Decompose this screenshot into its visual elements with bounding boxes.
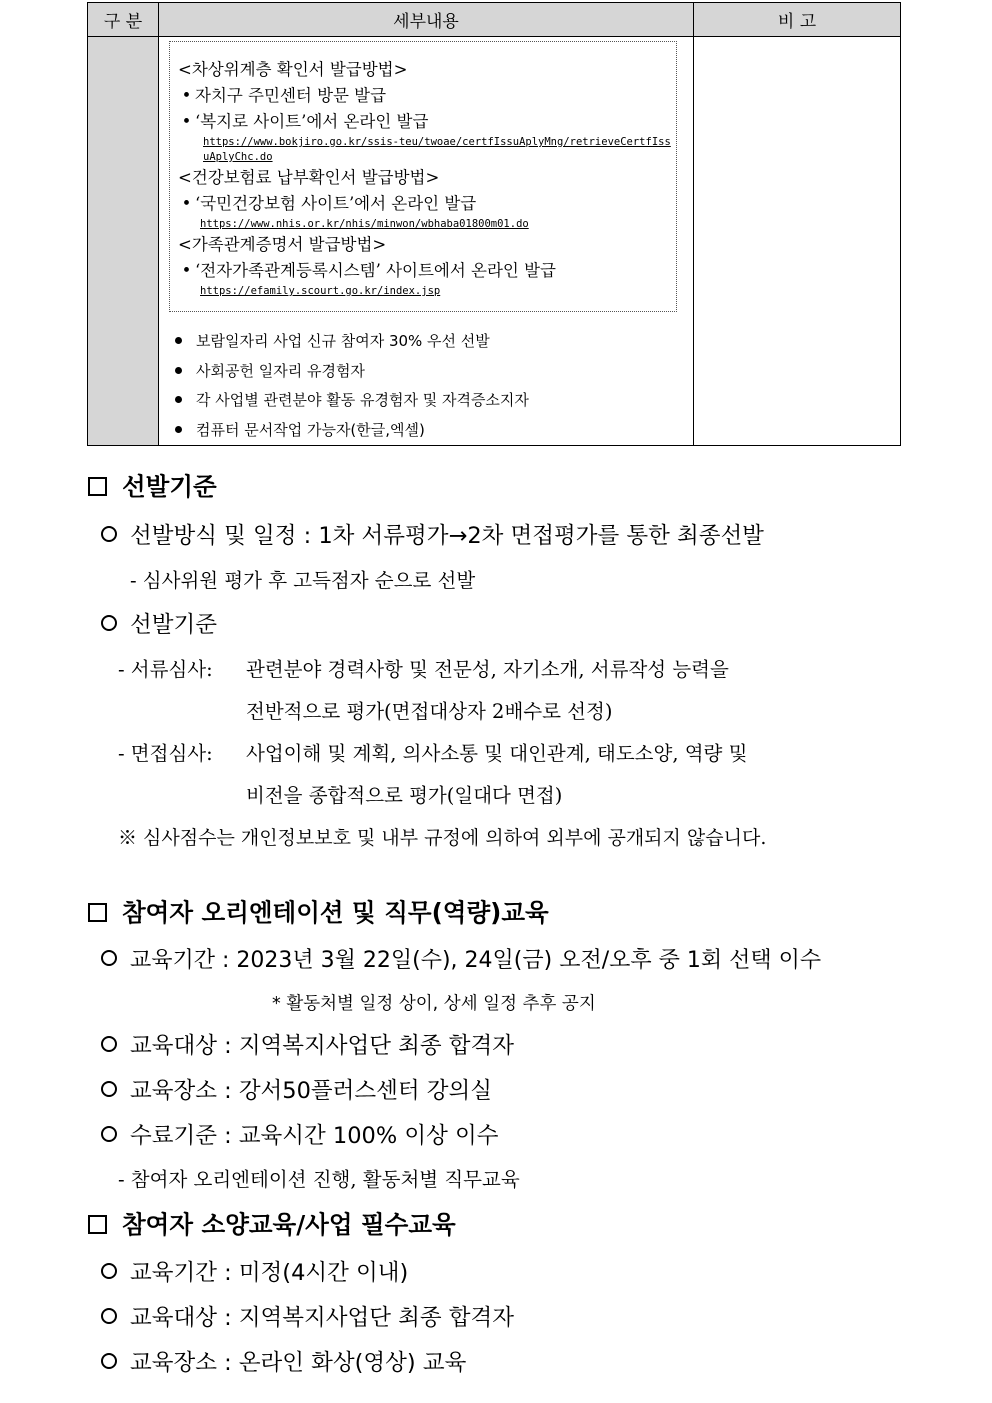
header-remarks: 비 고 (694, 3, 901, 37)
list-item (175, 416, 693, 446)
header-details: 세부내용 (159, 3, 694, 37)
checkbox-square-icon (88, 903, 107, 922)
bullet-dot-icon (175, 367, 182, 374)
box-bullet-text: ‘복지로 사이트’에서 온라인 발급 (195, 112, 429, 131)
table-row (88, 37, 901, 446)
table-header-row (88, 3, 901, 37)
box-bullet (178, 258, 676, 284)
circle-bullet-icon (101, 615, 117, 631)
bokjiro-link[interactable]: https://www.bokjiro.go.kr/ssis-teu/twoae/certfIssuAplyMng/retrieveCertfIssuAplyChc.do (203, 136, 671, 163)
circle-bullet-icon (101, 1126, 117, 1142)
bullet-dot-icon (175, 337, 182, 344)
orientation-target-item: 교육대상 : 지역복지사업단 최종 합격자 (101, 1031, 514, 1061)
circle-bullet-icon (101, 1081, 117, 1097)
selection-criteria-item: 선발기준 (101, 610, 217, 640)
circle-bullet-icon (101, 1263, 117, 1279)
bullet-glyph: • (181, 194, 192, 213)
section-title-orientation: 참여자 오리엔테이션 및 직무(역량)교육 (88, 898, 549, 928)
bullet-dot-icon (175, 396, 182, 403)
box-heading-low-income: <차상위계층 확인서 발급방법> (178, 60, 408, 79)
header-category: 구 분 (88, 3, 159, 37)
orientation-criteria-item: 수료기준 : 교육시간 100% 이상 이수 (101, 1121, 499, 1151)
circle-bullet-icon (101, 1353, 117, 1369)
circle-bullet-icon (101, 950, 117, 966)
requirement-text: 각 사업별 관련분야 활동 유경험자 및 자격증소지자 (196, 391, 529, 409)
remarks-cell (694, 37, 901, 446)
section-title-required-education: 참여자 소양교육/사업 필수교육 (88, 1210, 456, 1240)
orientation-place-item: 교육장소 : 강서50플러스센터 강의실 (101, 1076, 492, 1106)
privacy-note: ※ 심사점수는 개인정보보호 및 내부 규정에 의하여 외부에 공개되지 않습니다. (118, 827, 767, 849)
requirement-list (159, 327, 693, 445)
category-cell (88, 37, 159, 446)
list-item (175, 327, 693, 357)
box-bullet (178, 109, 676, 135)
bullet-dot-icon (175, 426, 182, 433)
list-item (175, 357, 693, 387)
orientation-period-note: * 활동처별 일정 상이, 상세 일정 추후 공지 (272, 994, 596, 1014)
requirement-text: 컴퓨터 문서작업 가능자(한글,엑셀) (196, 420, 425, 439)
box-bullet (178, 83, 676, 109)
details-cell (159, 37, 694, 446)
selection-method-sub: - 심사위원 평가 후 고득점자 순으로 선발 (130, 569, 476, 592)
document-review-line1: 관련분야 경력사항 및 전문성, 자기소개, 서류작성 능력을 (246, 658, 729, 681)
orientation-period-item: 교육기간 : 2023년 3월 22일(수), 24일(금) 오전/오후 중 1회 선택 이수 (101, 946, 821, 976)
interview-label: - 면접심사: (118, 742, 213, 765)
interview-line1: 사업이해 및 계획, 의사소통 및 대인관계, 태도소양, 역량 및 (246, 742, 748, 765)
box-heading-health-insurance: <건강보험료 납부확인서 발급방법> (178, 168, 440, 187)
box-bullet (178, 191, 676, 217)
circle-bullet-icon (101, 1036, 117, 1052)
orientation-criteria-sub: - 참여자 오리엔테이션 진행, 활동처별 직무교육 (118, 1168, 520, 1191)
document-review-label: - 서류심사: (118, 658, 213, 681)
education-place-item: 교육장소 : 온라인 화상(영상) 교육 (101, 1348, 466, 1378)
checkbox-square-icon (88, 1215, 107, 1234)
nhis-link[interactable]: https://www.nhis.or.kr/nhis/minwon/wbhaba01800m01.do (200, 218, 529, 230)
bullet-glyph: • (181, 112, 192, 131)
circle-bullet-icon (101, 526, 117, 542)
section-title-selection-criteria: 선발기준 (88, 472, 217, 502)
box-bullet-text: ‘국민건강보험 사이트’에서 온라인 발급 (195, 194, 477, 213)
box-heading-family-relation: <가족관계증명서 발급방법> (178, 235, 387, 254)
bullet-glyph: • (181, 261, 192, 280)
requirement-text: 사회공헌 일자리 유경험자 (196, 361, 365, 380)
selection-table (87, 2, 901, 446)
education-target-item: 교육대상 : 지역복지사업단 최종 합격자 (101, 1303, 514, 1333)
box-bullet-text: ‘전자가족관계등록시스템’ 사이트에서 온라인 발급 (195, 261, 556, 280)
education-period-item: 교육기간 : 미정(4시간 이내) (101, 1258, 408, 1288)
document-review-line2: 전반적으로 평가(면접대상자 2배수로 선정) (246, 700, 613, 723)
checkbox-square-icon (88, 477, 107, 496)
box-bullet-text: 자치구 주민센터 방문 발급 (195, 86, 387, 105)
circle-bullet-icon (101, 1308, 117, 1324)
document-issuance-box (169, 41, 677, 312)
efamily-link[interactable]: https://efamily.scourt.go.kr/index.jsp (200, 285, 441, 297)
bullet-glyph: • (181, 86, 192, 105)
requirement-text: 보람일자리 사업 신규 참여자 30% 우선 선발 (196, 332, 490, 350)
selection-method-item: 선발방식 및 일정 : 1차 서류평가→2차 면접평가를 통한 최종선발 (101, 521, 764, 551)
list-item (175, 386, 693, 416)
interview-line2: 비전을 종합적으로 평가(일대다 면접) (246, 784, 563, 807)
